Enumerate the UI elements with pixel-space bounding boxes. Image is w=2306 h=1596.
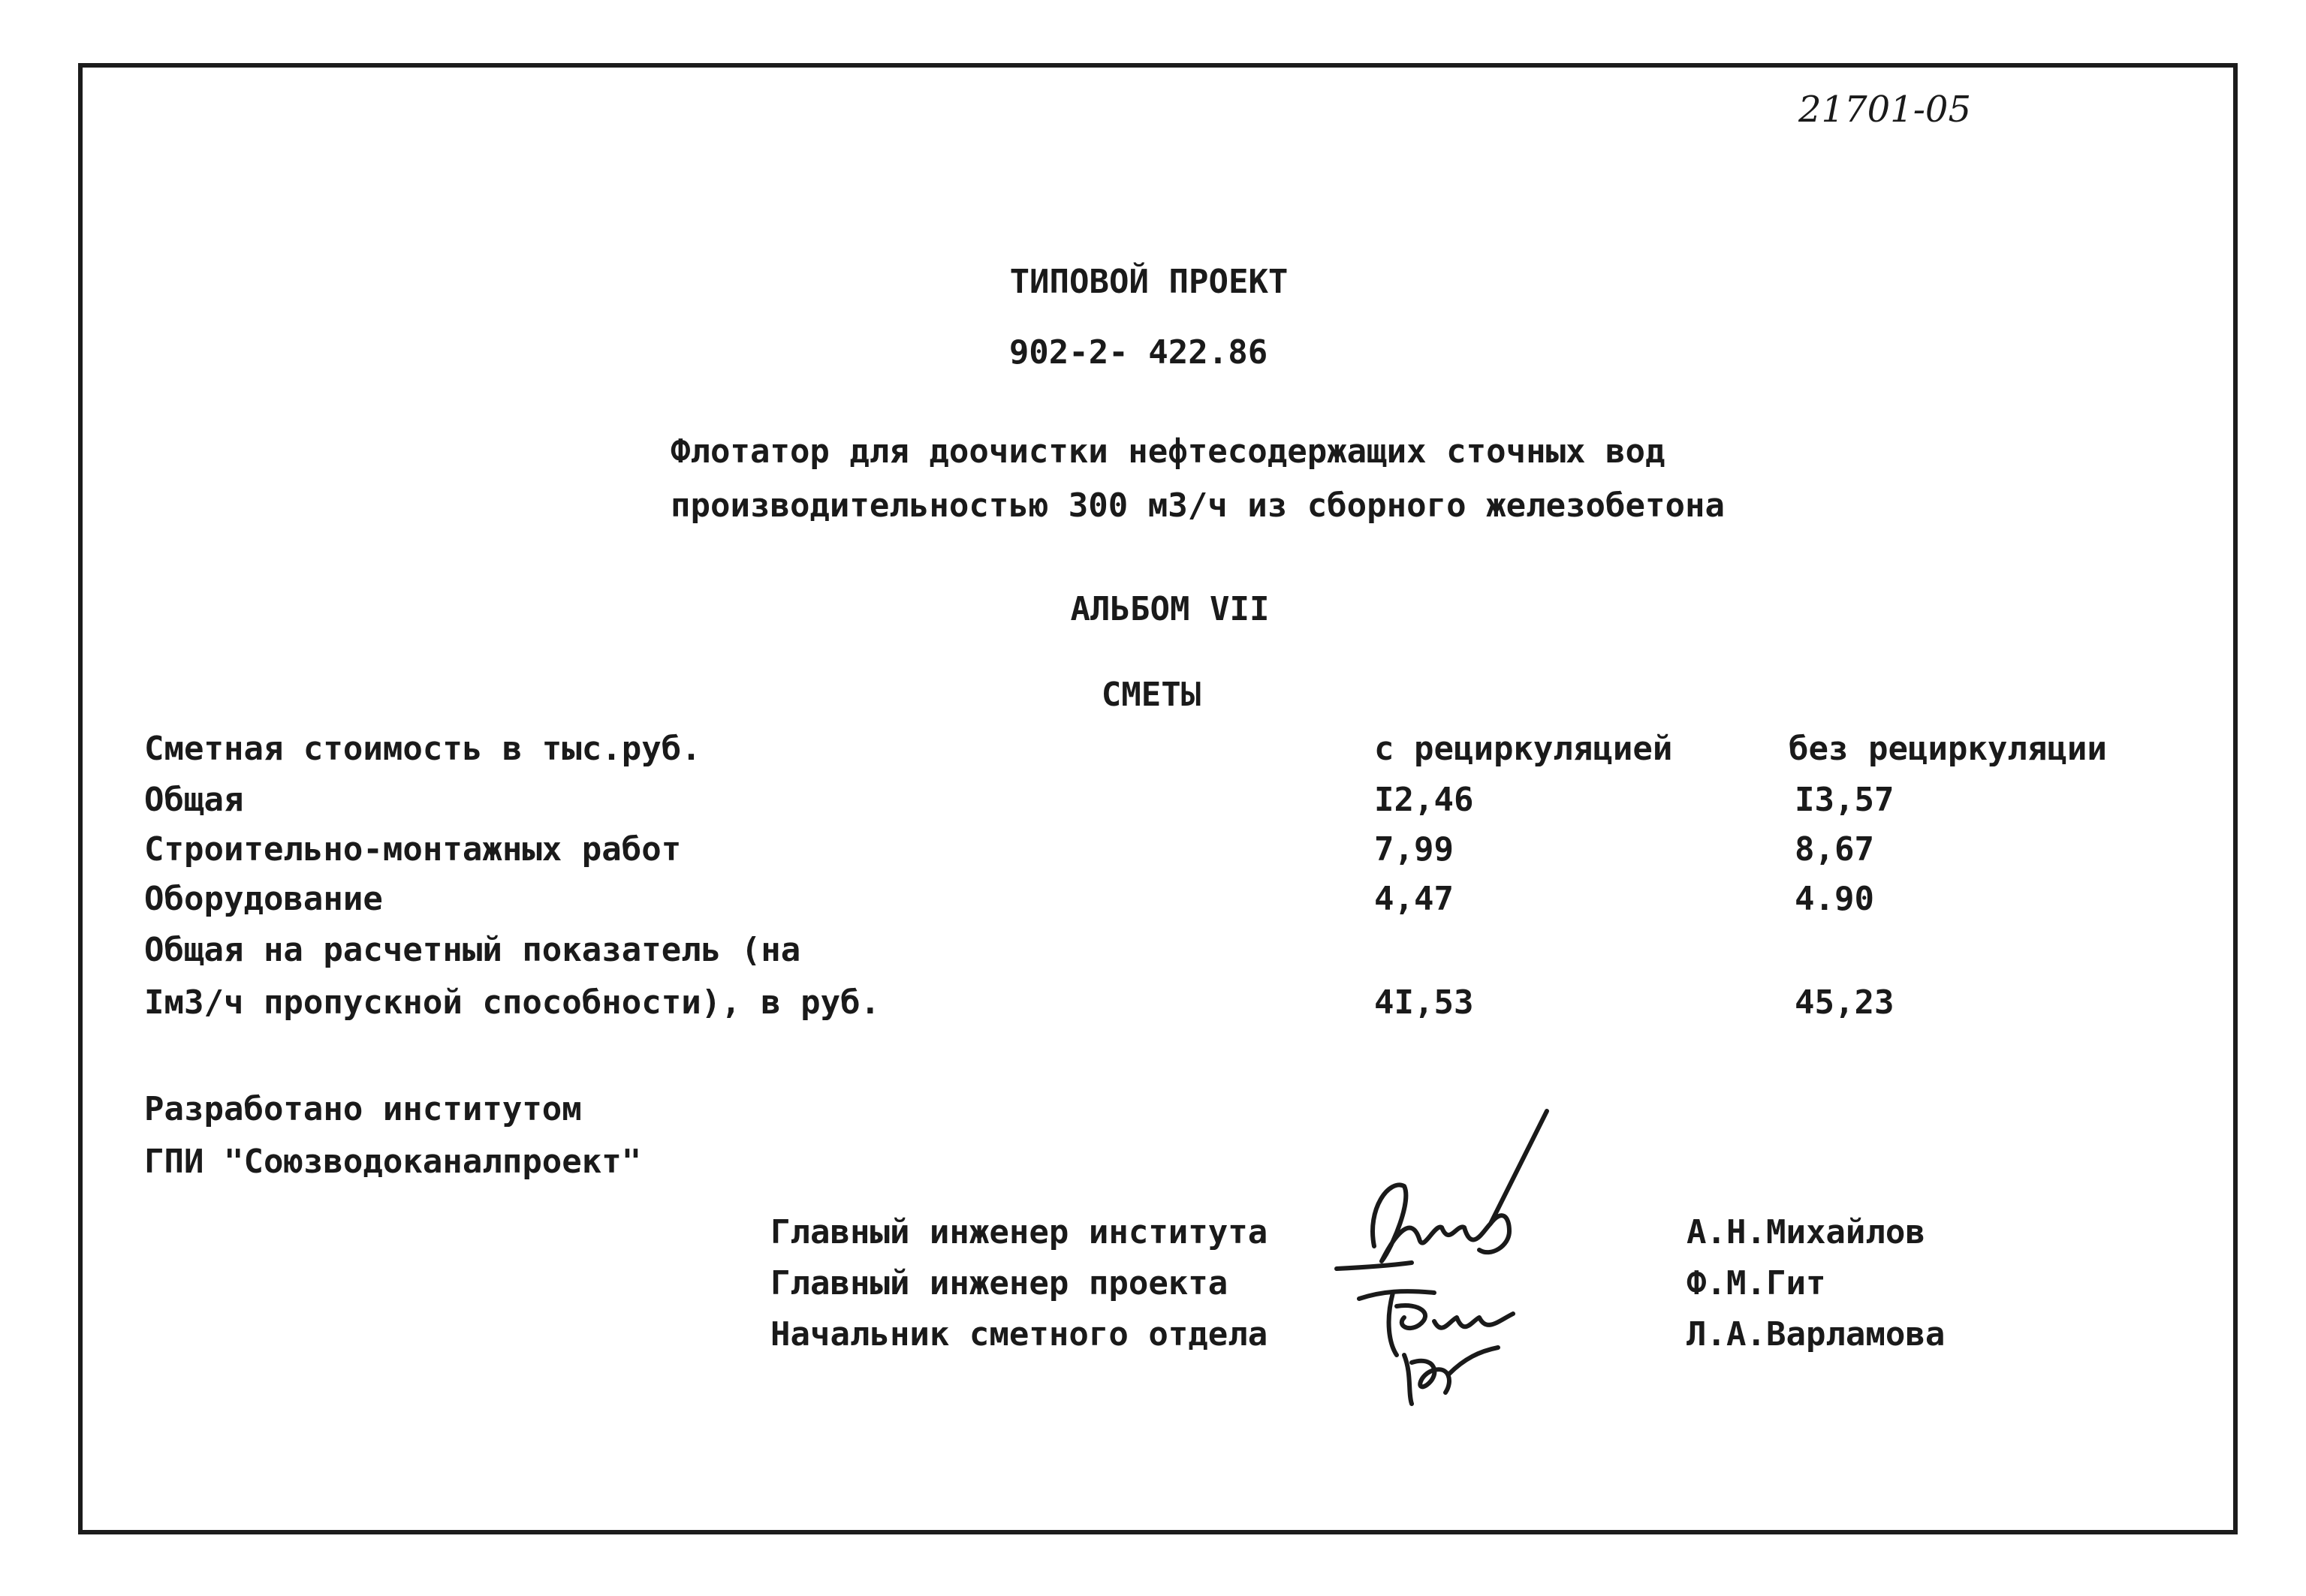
row-value-with: 4I,53 — [1374, 983, 1474, 1022]
row-label: Оборудование — [144, 880, 383, 918]
row-label: Строительно-монтажных работ — [144, 830, 682, 869]
doc-title: ТИПОВОЙ ПРОЕКТ — [1009, 263, 1289, 301]
signatory-role: Главный инженер проекта — [770, 1264, 1228, 1302]
album-label: АЛЬБОМ VII — [1070, 590, 1270, 628]
project-code: 902-2- 422.86 — [1008, 333, 1268, 372]
row-value-with: I2,46 — [1374, 781, 1474, 819]
row-label: Общая — [144, 781, 244, 819]
row-value-without: I3,57 — [1795, 781, 1895, 819]
row-value-with: 4,47 — [1374, 880, 1454, 918]
row-label-continued: Iм3/ч пропускной способности), в руб. — [144, 983, 881, 1022]
cost-table-col-with-header: с рециркуляцией — [1374, 730, 1673, 768]
cost-table-label-header: Сметная стоимость в тыс.руб. — [144, 730, 701, 768]
description-line-2: производительностью 300 м3/ч из сборного железобетона — [671, 486, 1725, 525]
row-value-without: 45,23 — [1795, 983, 1895, 1022]
signature-mikhailov — [1337, 1111, 1547, 1269]
signature-git — [1359, 1291, 1513, 1355]
signatory-role: Начальник сметного отдела — [770, 1315, 1268, 1354]
signatory-name: Л.А.Варламова — [1687, 1315, 1946, 1354]
row-value-with: 7,99 — [1374, 830, 1454, 869]
developer-line-1: Разработано институтом — [144, 1090, 582, 1128]
description-line-1: Флотатор для доочистки нефтесодержащих сточных вод — [671, 432, 1665, 471]
developer-line-2: ГПИ "Союзводоканалпроект" — [144, 1143, 642, 1181]
row-value-without: 4.90 — [1795, 880, 1874, 918]
row-label: Общая на расчетный показатель (на — [144, 931, 801, 969]
handwritten-signatures — [1322, 1096, 1592, 1411]
signatory-name: Ф.М.Гит — [1687, 1264, 1826, 1302]
cost-table-col-without-header: без рециркуляции — [1789, 730, 2107, 768]
row-value-without: 8,67 — [1795, 830, 1874, 869]
signatory-role: Главный инженер института — [770, 1213, 1268, 1251]
signatory-name: А.Н.Михайлов — [1687, 1213, 1925, 1251]
section-label: СМЕТЫ — [1101, 676, 1201, 714]
signature-varlamova — [1404, 1348, 1498, 1404]
doc-number: 21701-05 — [1798, 89, 1971, 131]
